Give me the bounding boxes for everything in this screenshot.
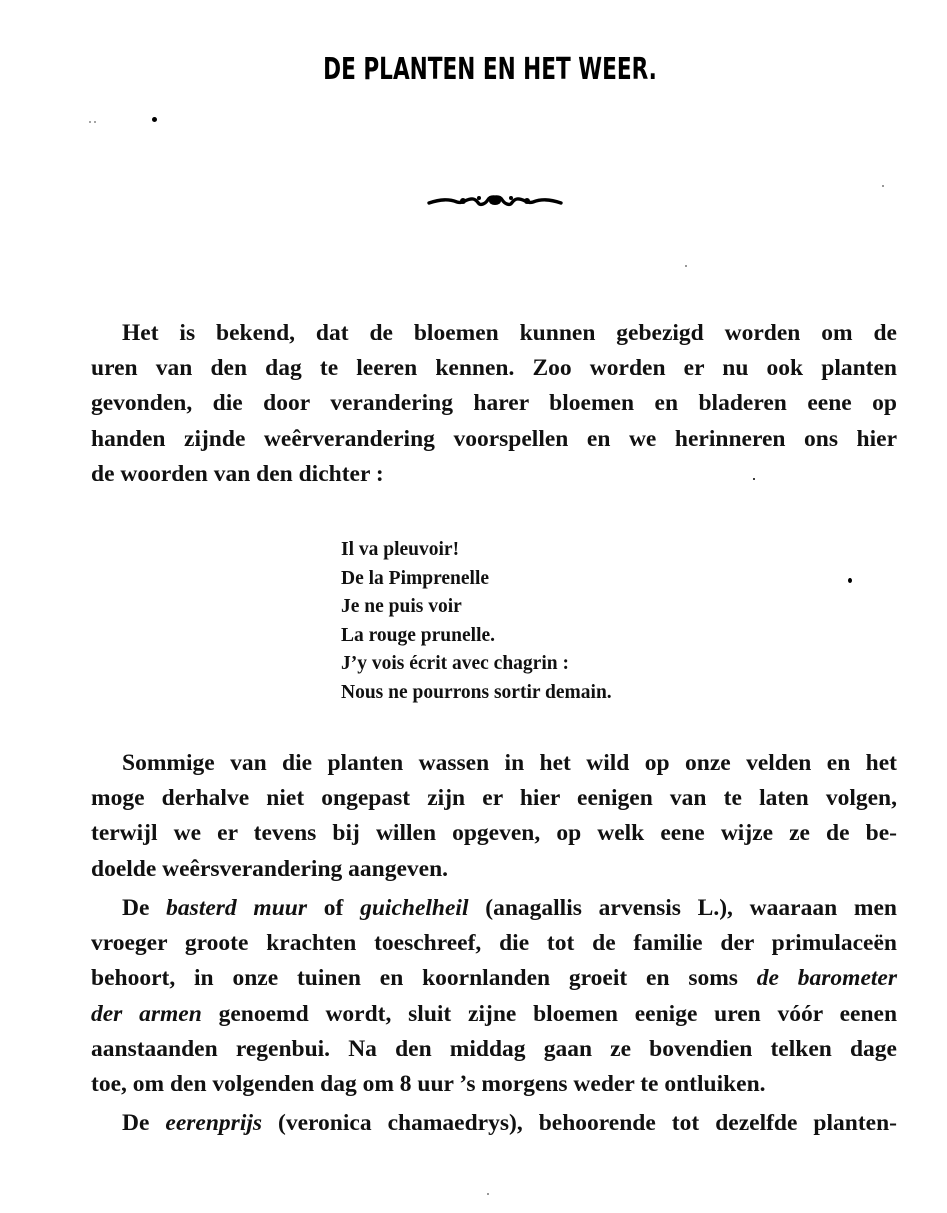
print-speck	[848, 578, 852, 583]
italic-term: eerenprijs	[165, 1110, 263, 1136]
decorative-scroll-ornament-icon	[427, 190, 563, 212]
print-speck	[685, 265, 687, 267]
poem-line: Il va pleuvoir!	[341, 539, 460, 560]
text-run: De	[122, 1110, 166, 1136]
text-line	[91, 891, 897, 926]
italic-term: basterd muur	[166, 895, 307, 921]
italic-term: de barometer	[756, 965, 897, 992]
paragraph-eerenprijs	[91, 1106, 897, 1141]
print-speck	[89, 121, 91, 123]
poem-line: La rouge prunelle.	[341, 624, 496, 646]
text-run: De	[122, 895, 167, 921]
text-run: (veronica chamaedrys), behoorende tot dezelfde planten-	[262, 1110, 898, 1136]
text-line: uren van den dag te leeren kennen. Zoo worden er nu ook planten	[91, 355, 897, 382]
paragraph-basterd-muur	[91, 891, 897, 1102]
poem-quote	[341, 536, 612, 708]
text-line: Sommige van die planten wassen in het wild op onze velden en het	[122, 750, 897, 776]
poem-line: De la Pimprenelle	[341, 567, 490, 589]
paragraph-intro	[91, 316, 897, 492]
poem-line: J’y vois écrit avec chagrin :	[341, 653, 569, 675]
text-line: terwijl we er tevens bij willen opgeven, op welk eene wijze ze de be-	[91, 820, 897, 847]
text-run: (anagallis arvensis L.), waaraan men	[468, 895, 897, 921]
text-line: vroeger groote krachten toeschreef, die tot de familie der primulaceën	[91, 930, 897, 957]
paragraph-wild-plants	[91, 746, 897, 887]
text-line: toe, om den volgenden dag om 8 uur ’s morgens weder te ontluiken.	[91, 1071, 766, 1098]
page-title: DE PLANTEN EN HET WEER.	[323, 52, 657, 87]
text-line: aanstaanden regenbui. Na den middag gaan ze bovendien telken dage	[91, 1035, 897, 1062]
text-line: gevonden, die door verandering harer bloemen en bladeren eene op	[91, 390, 897, 417]
print-speck	[152, 117, 157, 122]
italic-term: guichelheil	[360, 895, 469, 921]
text-run: genoemd wordt, sluit zijne bloemen eenige uren vóór eenen	[201, 1000, 898, 1027]
poem-line: Nous ne pourrons sortir demain.	[341, 681, 612, 703]
text-line: de woorden van den dichter :	[91, 460, 384, 487]
text-line: moge derhalve niet ongepast zijn er hier eenigen van te laten volgen,	[91, 785, 897, 812]
text-line	[91, 1106, 897, 1141]
text-line: Het is bekend, dat de bloemen kunnen gebezigd worden om de	[122, 320, 897, 346]
text-line	[91, 961, 897, 996]
print-speck	[882, 185, 884, 187]
text-line: doelde weêrsverandering aangeven.	[91, 855, 449, 882]
print-speck	[94, 121, 96, 123]
italic-term: der armen	[91, 1000, 202, 1027]
poem-line: Je ne puis voir	[341, 596, 462, 618]
text-line: handen zijnde weêrverandering voorspellen en we herinneren ons hier	[91, 425, 897, 452]
text-line	[91, 997, 897, 1032]
print-speck	[487, 1193, 489, 1195]
text-run: of	[307, 895, 361, 921]
text-run: behoort, in onze tuinen en koornlanden groeit en soms	[91, 965, 757, 992]
